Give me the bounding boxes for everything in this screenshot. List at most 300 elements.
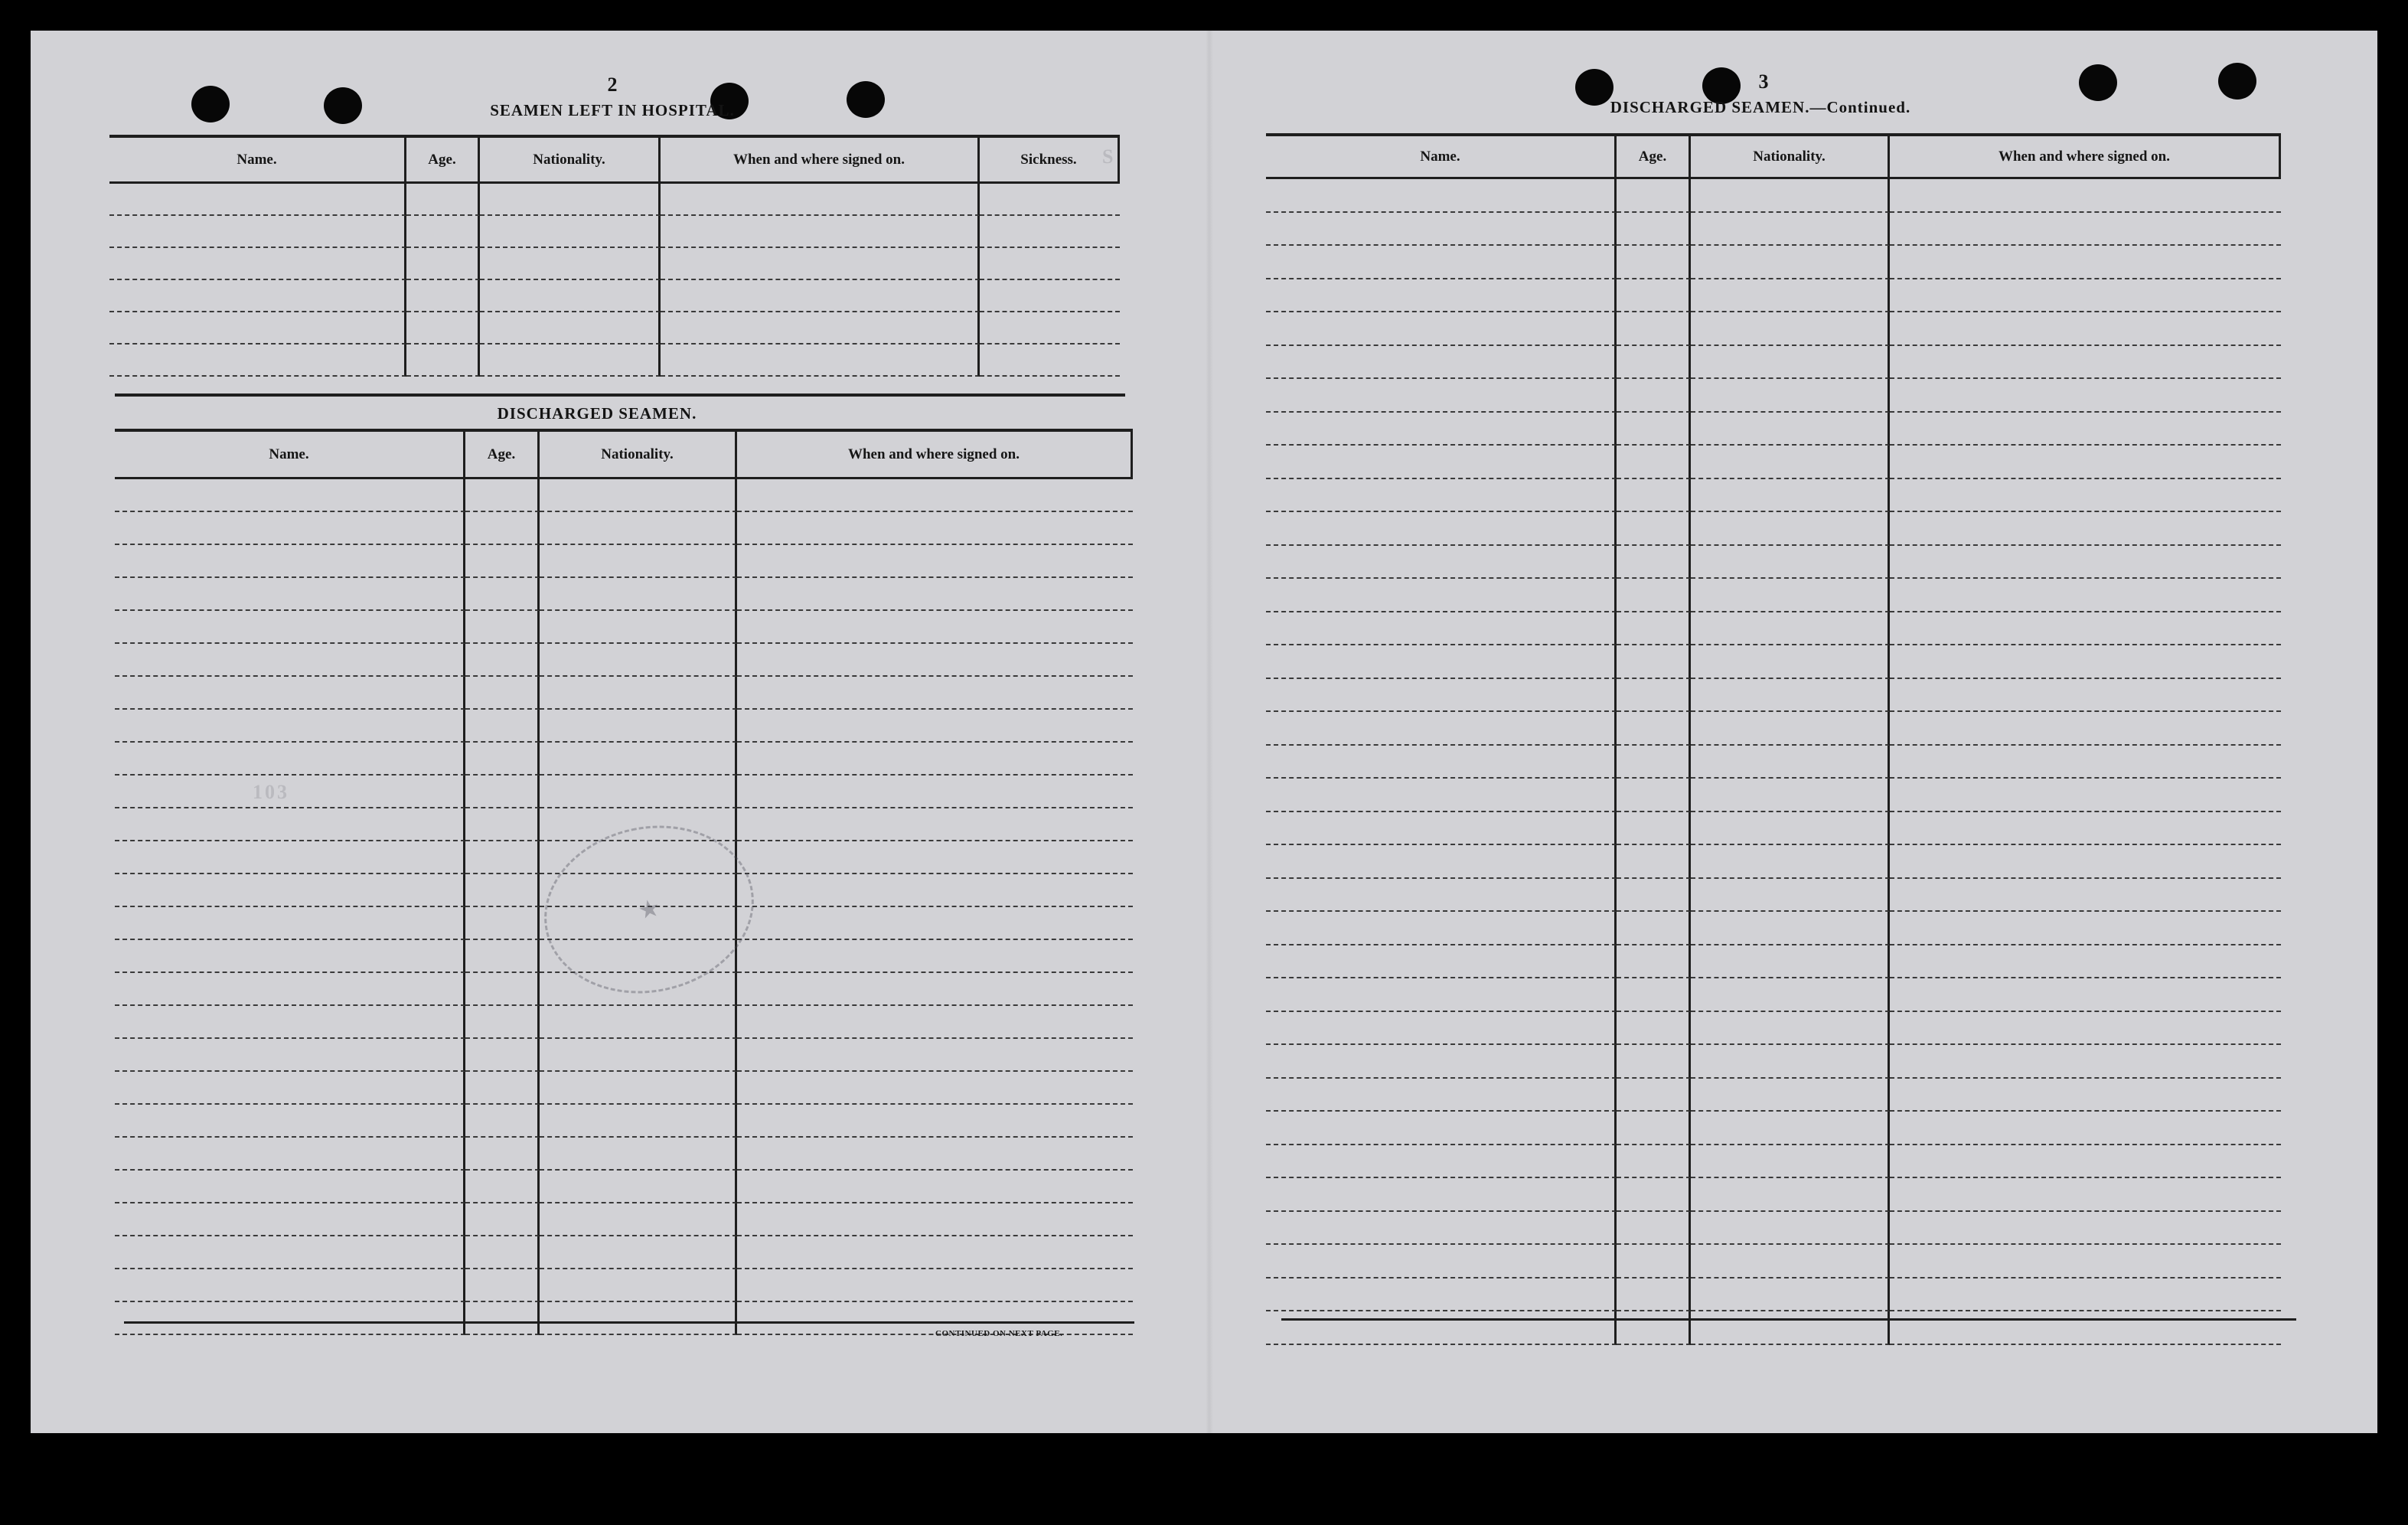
table-cell xyxy=(1890,845,2281,879)
table-cell xyxy=(1266,845,1617,879)
table-cell xyxy=(980,248,1120,280)
table-cell xyxy=(1691,645,1890,679)
table-cell xyxy=(115,1302,465,1335)
col-header-nationality: Nationality. xyxy=(1691,133,1890,179)
table-cell xyxy=(1691,179,1890,213)
col-header-name: Name. xyxy=(1266,133,1617,179)
table-cell xyxy=(737,578,1133,611)
table-cell xyxy=(737,743,1133,776)
table-cell xyxy=(1691,213,1890,247)
table-cell xyxy=(1266,213,1617,247)
section-divider xyxy=(115,393,1125,397)
table-cell xyxy=(1890,379,2281,413)
table-cell xyxy=(1617,746,1691,779)
table-cell xyxy=(1266,1145,1617,1179)
table-cell xyxy=(406,216,480,248)
punch-hole xyxy=(324,87,362,124)
table-cell xyxy=(1890,645,2281,679)
table-cell xyxy=(109,184,406,216)
table-cell xyxy=(1691,379,1890,413)
table-cell xyxy=(1691,879,1890,913)
discharged-table-right xyxy=(1266,133,2281,1345)
col-header-age: Age. xyxy=(465,429,540,479)
table-bottom-rule xyxy=(124,1321,1134,1324)
table-cell xyxy=(1890,912,2281,945)
table-cell xyxy=(1266,179,1617,213)
table-cell xyxy=(465,1302,540,1335)
col-header-signed-on: When and where signed on. xyxy=(737,429,1133,479)
table-cell xyxy=(465,743,540,776)
page-number-left: 2 xyxy=(607,73,618,96)
table-cell xyxy=(737,907,1133,940)
table-cell xyxy=(737,808,1133,841)
table-cell xyxy=(1691,1145,1890,1179)
col-header-name: Name. xyxy=(115,429,465,479)
col-header-age: Age. xyxy=(1617,133,1691,179)
table-cell xyxy=(1617,1212,1691,1246)
table-cell xyxy=(465,874,540,907)
table-cell xyxy=(1266,512,1617,546)
table-cell xyxy=(540,611,737,644)
table-cell xyxy=(540,776,737,808)
table-cell xyxy=(540,1236,737,1269)
table-cell xyxy=(1691,1045,1890,1079)
table-cell xyxy=(1890,712,2281,746)
table-cell xyxy=(1266,879,1617,913)
table-cell xyxy=(465,1203,540,1236)
table-cell xyxy=(1890,945,2281,979)
table-cell xyxy=(1691,845,1890,879)
table-cell xyxy=(1617,679,1691,713)
table-cell xyxy=(1266,279,1617,313)
table-cell xyxy=(1617,1145,1691,1179)
col-header-signed-on: When and where signed on. xyxy=(661,135,980,184)
table-cell xyxy=(465,940,540,973)
table-cell xyxy=(1266,1278,1617,1312)
table-cell xyxy=(1890,413,2281,446)
table-cell xyxy=(1266,1112,1617,1145)
page-number-right: 3 xyxy=(1758,70,1769,93)
table-cell xyxy=(1617,612,1691,646)
table-cell xyxy=(1691,512,1890,546)
table-cell xyxy=(109,345,406,377)
table-cell xyxy=(980,312,1120,345)
table-cell xyxy=(1266,746,1617,779)
table-cell xyxy=(1266,413,1617,446)
table-cell xyxy=(1691,1212,1890,1246)
table-cell xyxy=(465,776,540,808)
table-cell xyxy=(1691,612,1890,646)
table-cell xyxy=(115,743,465,776)
hospital-table xyxy=(109,135,1120,377)
table-cell xyxy=(1266,1012,1617,1046)
table-cell xyxy=(540,1039,737,1072)
table-cell xyxy=(480,248,661,280)
table-cell xyxy=(115,710,465,743)
table-cell xyxy=(115,841,465,874)
table-cell xyxy=(1617,213,1691,247)
table-cell xyxy=(1691,712,1890,746)
table-cell xyxy=(1617,1178,1691,1212)
table-cell xyxy=(1266,1178,1617,1212)
table-cell xyxy=(1890,213,2281,247)
col-header-name: Name. xyxy=(109,135,406,184)
table-cell xyxy=(540,677,737,710)
table-cell xyxy=(1266,912,1617,945)
table-cell xyxy=(1617,779,1691,812)
document-sheet xyxy=(31,31,2377,1433)
table-cell xyxy=(115,1039,465,1072)
table-cell xyxy=(1691,312,1890,346)
table-cell xyxy=(1890,1245,2281,1278)
bleed-through-text: 103 xyxy=(253,781,289,803)
table-cell xyxy=(1691,246,1890,279)
table-cell xyxy=(540,1269,737,1302)
table-cell xyxy=(1266,546,1617,580)
table-cell xyxy=(115,1203,465,1236)
table-cell xyxy=(1266,945,1617,979)
table-cell xyxy=(1890,1112,2281,1145)
table-cell xyxy=(1691,413,1890,446)
bleed-through-text: S xyxy=(1102,145,1116,168)
table-cell xyxy=(1266,1311,1617,1345)
table-cell xyxy=(1617,912,1691,945)
table-cell xyxy=(115,1138,465,1171)
table-cell xyxy=(480,184,661,216)
table-cell xyxy=(1890,612,2281,646)
table-cell xyxy=(540,1203,737,1236)
table-cell xyxy=(1890,746,2281,779)
table-cell xyxy=(1617,312,1691,346)
table-cell xyxy=(540,644,737,677)
table-cell xyxy=(1617,579,1691,612)
table-cell xyxy=(406,345,480,377)
table-cell xyxy=(115,1006,465,1039)
table-cell xyxy=(1617,978,1691,1012)
table-cell xyxy=(540,1138,737,1171)
table-cell xyxy=(1691,746,1890,779)
table-cell xyxy=(1691,1245,1890,1278)
table-cell xyxy=(1890,279,2281,313)
table-cell xyxy=(1890,812,2281,846)
table-cell xyxy=(980,280,1120,312)
hospital-section-title: SEAMEN LEFT IN HOSPITAL. xyxy=(490,101,735,119)
table-cell xyxy=(1617,712,1691,746)
table-cell xyxy=(1890,1012,2281,1046)
table-cell xyxy=(1617,1311,1691,1345)
table-cell xyxy=(1266,579,1617,612)
table-cell xyxy=(1617,1079,1691,1112)
table-cell xyxy=(1617,346,1691,380)
continued-note: CONTINUED ON NEXT PAGE. xyxy=(935,1329,1063,1338)
table-cell xyxy=(1266,978,1617,1012)
table-cell xyxy=(1691,1112,1890,1145)
table-cell xyxy=(1691,945,1890,979)
table-cell xyxy=(1617,279,1691,313)
table-cell xyxy=(115,677,465,710)
table-bottom-rule xyxy=(1281,1318,2296,1321)
table-cell xyxy=(737,512,1133,545)
table-cell xyxy=(1890,179,2281,213)
table-cell xyxy=(1890,512,2281,546)
table-cell xyxy=(115,1072,465,1105)
table-cell xyxy=(1617,812,1691,846)
table-cell xyxy=(661,312,980,345)
table-cell xyxy=(1617,879,1691,913)
table-cell xyxy=(115,479,465,512)
table-cell xyxy=(1266,812,1617,846)
table-cell xyxy=(1617,645,1691,679)
table-cell xyxy=(980,216,1120,248)
table-cell xyxy=(1266,1045,1617,1079)
discharged-section-title: DISCHARGED SEAMEN. xyxy=(497,404,697,423)
table-cell xyxy=(109,280,406,312)
table-cell xyxy=(1691,912,1890,945)
table-cell xyxy=(1890,546,2281,580)
table-cell xyxy=(115,973,465,1006)
table-cell xyxy=(115,1105,465,1138)
table-cell xyxy=(465,1105,540,1138)
table-cell xyxy=(465,1006,540,1039)
table-cell xyxy=(465,1138,540,1171)
table-cell xyxy=(480,280,661,312)
col-header-age: Age. xyxy=(406,135,480,184)
table-cell xyxy=(109,216,406,248)
table-cell xyxy=(661,280,980,312)
table-cell xyxy=(465,677,540,710)
table-cell xyxy=(737,677,1133,710)
faded-stamp: ★ xyxy=(529,807,770,1013)
table-cell xyxy=(1617,512,1691,546)
table-cell xyxy=(465,644,540,677)
table-cell xyxy=(1691,279,1890,313)
table-cell xyxy=(1890,779,2281,812)
table-cell xyxy=(540,578,737,611)
table-cell xyxy=(540,1302,737,1335)
table-cell xyxy=(406,248,480,280)
table-cell xyxy=(1266,1079,1617,1112)
table-cell xyxy=(480,216,661,248)
table-cell xyxy=(1266,779,1617,812)
table-cell xyxy=(540,1171,737,1203)
table-cell xyxy=(115,1269,465,1302)
table-cell xyxy=(1617,246,1691,279)
table-cell xyxy=(1266,679,1617,713)
table-cell xyxy=(737,1006,1133,1039)
punch-hole xyxy=(2079,64,2117,101)
table-cell xyxy=(406,312,480,345)
table-cell xyxy=(115,874,465,907)
table-cell xyxy=(737,1269,1133,1302)
table-cell xyxy=(661,248,980,280)
table-cell xyxy=(1890,479,2281,513)
table-cell xyxy=(1691,978,1890,1012)
table-cell xyxy=(1691,1012,1890,1046)
table-cell xyxy=(1617,179,1691,213)
table-cell xyxy=(980,345,1120,377)
table-cell xyxy=(115,611,465,644)
table-cell xyxy=(109,312,406,345)
discharged-continued-title: DISCHARGED SEAMEN.—Continued. xyxy=(1610,98,1911,116)
table-cell xyxy=(737,1072,1133,1105)
table-cell xyxy=(1691,679,1890,713)
table-cell xyxy=(115,578,465,611)
table-cell xyxy=(737,1236,1133,1269)
table-cell xyxy=(1617,845,1691,879)
table-cell xyxy=(115,940,465,973)
table-cell xyxy=(115,545,465,578)
table-cell xyxy=(1890,312,2281,346)
table-cell xyxy=(115,512,465,545)
table-cell xyxy=(1617,546,1691,580)
table-cell xyxy=(980,184,1120,216)
table-cell xyxy=(1890,1178,2281,1212)
table-cell xyxy=(115,808,465,841)
table-cell xyxy=(1890,679,2281,713)
table-cell xyxy=(465,841,540,874)
table-cell xyxy=(1617,1012,1691,1046)
table-cell xyxy=(1691,1311,1890,1345)
table-cell xyxy=(540,545,737,578)
punch-hole xyxy=(847,81,885,118)
table-cell xyxy=(115,1236,465,1269)
table-cell xyxy=(1617,379,1691,413)
table-cell xyxy=(540,710,737,743)
table-cell xyxy=(115,776,465,808)
table-cell xyxy=(737,841,1133,874)
table-cell xyxy=(465,578,540,611)
table-cell xyxy=(1691,446,1890,479)
table-cell xyxy=(465,907,540,940)
table-cell xyxy=(737,940,1133,973)
table-cell xyxy=(661,345,980,377)
table-cell xyxy=(406,280,480,312)
table-cell xyxy=(1691,479,1890,513)
table-cell xyxy=(737,973,1133,1006)
table-cell xyxy=(1890,446,2281,479)
table-cell xyxy=(1617,1278,1691,1312)
punch-hole xyxy=(191,86,230,122)
table-cell xyxy=(1617,945,1691,979)
table-cell xyxy=(1890,978,2281,1012)
table-cell xyxy=(1890,1278,2281,1312)
col-header-signed-on: When and where signed on. xyxy=(1890,133,2281,179)
table-cell xyxy=(540,743,737,776)
table-cell xyxy=(109,248,406,280)
table-cell xyxy=(1266,312,1617,346)
table-cell xyxy=(115,907,465,940)
table-cell xyxy=(540,512,737,545)
table-cell xyxy=(737,1138,1133,1171)
table-cell xyxy=(661,184,980,216)
table-cell xyxy=(465,1171,540,1203)
col-header-nationality: Nationality. xyxy=(540,429,737,479)
table-cell xyxy=(540,1006,737,1039)
table-cell xyxy=(540,479,737,512)
table-cell xyxy=(465,1039,540,1072)
table-cell xyxy=(1617,446,1691,479)
table-cell xyxy=(1890,1145,2281,1179)
table-cell xyxy=(737,644,1133,677)
table-cell xyxy=(1890,346,2281,380)
table-cell xyxy=(115,644,465,677)
table-cell xyxy=(737,710,1133,743)
table-cell xyxy=(1266,379,1617,413)
table-cell xyxy=(1890,579,2281,612)
table-cell xyxy=(1266,612,1617,646)
table-cell xyxy=(1890,1079,2281,1112)
table-cell xyxy=(465,512,540,545)
table-cell xyxy=(1266,1245,1617,1278)
table-cell xyxy=(737,611,1133,644)
table-cell xyxy=(1691,579,1890,612)
table-cell xyxy=(1691,346,1890,380)
table-cell xyxy=(1890,1212,2281,1246)
table-cell xyxy=(1266,246,1617,279)
table-cell xyxy=(737,479,1133,512)
table-cell xyxy=(1617,1045,1691,1079)
table-cell xyxy=(465,479,540,512)
table-cell xyxy=(115,1171,465,1203)
table-cell xyxy=(1890,1045,2281,1079)
table-cell xyxy=(1617,1245,1691,1278)
table-cell xyxy=(737,1171,1133,1203)
table-cell xyxy=(1691,779,1890,812)
table-cell xyxy=(737,776,1133,808)
col-header-sickness: Sickness. xyxy=(980,135,1120,184)
table-cell xyxy=(465,545,540,578)
table-cell xyxy=(737,545,1133,578)
table-cell xyxy=(465,1236,540,1269)
table-cell xyxy=(1266,645,1617,679)
table-cell xyxy=(1617,1112,1691,1145)
table-cell xyxy=(1617,413,1691,446)
table-cell xyxy=(406,184,480,216)
table-cell xyxy=(1890,1311,2281,1345)
table-cell xyxy=(1266,346,1617,380)
table-cell xyxy=(1890,246,2281,279)
table-cell xyxy=(1691,1178,1890,1212)
table-cell xyxy=(737,1105,1133,1138)
table-cell xyxy=(737,874,1133,907)
table-cell xyxy=(1691,812,1890,846)
table-cell xyxy=(465,1269,540,1302)
page-fold xyxy=(1206,31,1213,1433)
table-cell xyxy=(465,1072,540,1105)
table-cell xyxy=(540,1072,737,1105)
table-cell xyxy=(661,216,980,248)
table-cell xyxy=(1266,712,1617,746)
table-cell xyxy=(465,710,540,743)
table-cell xyxy=(1890,879,2281,913)
table-cell xyxy=(1266,1212,1617,1246)
table-cell xyxy=(465,611,540,644)
table-cell xyxy=(1691,1079,1890,1112)
table-cell xyxy=(465,973,540,1006)
table-cell xyxy=(1266,446,1617,479)
table-cell xyxy=(480,312,661,345)
table-cell xyxy=(737,1039,1133,1072)
table-cell xyxy=(1266,479,1617,513)
table-cell xyxy=(737,1203,1133,1236)
table-cell xyxy=(540,1105,737,1138)
table-cell xyxy=(1617,479,1691,513)
table-cell xyxy=(465,808,540,841)
table-cell xyxy=(1691,546,1890,580)
table-cell xyxy=(480,345,661,377)
col-header-nationality: Nationality. xyxy=(480,135,661,184)
punch-hole xyxy=(2218,63,2256,100)
